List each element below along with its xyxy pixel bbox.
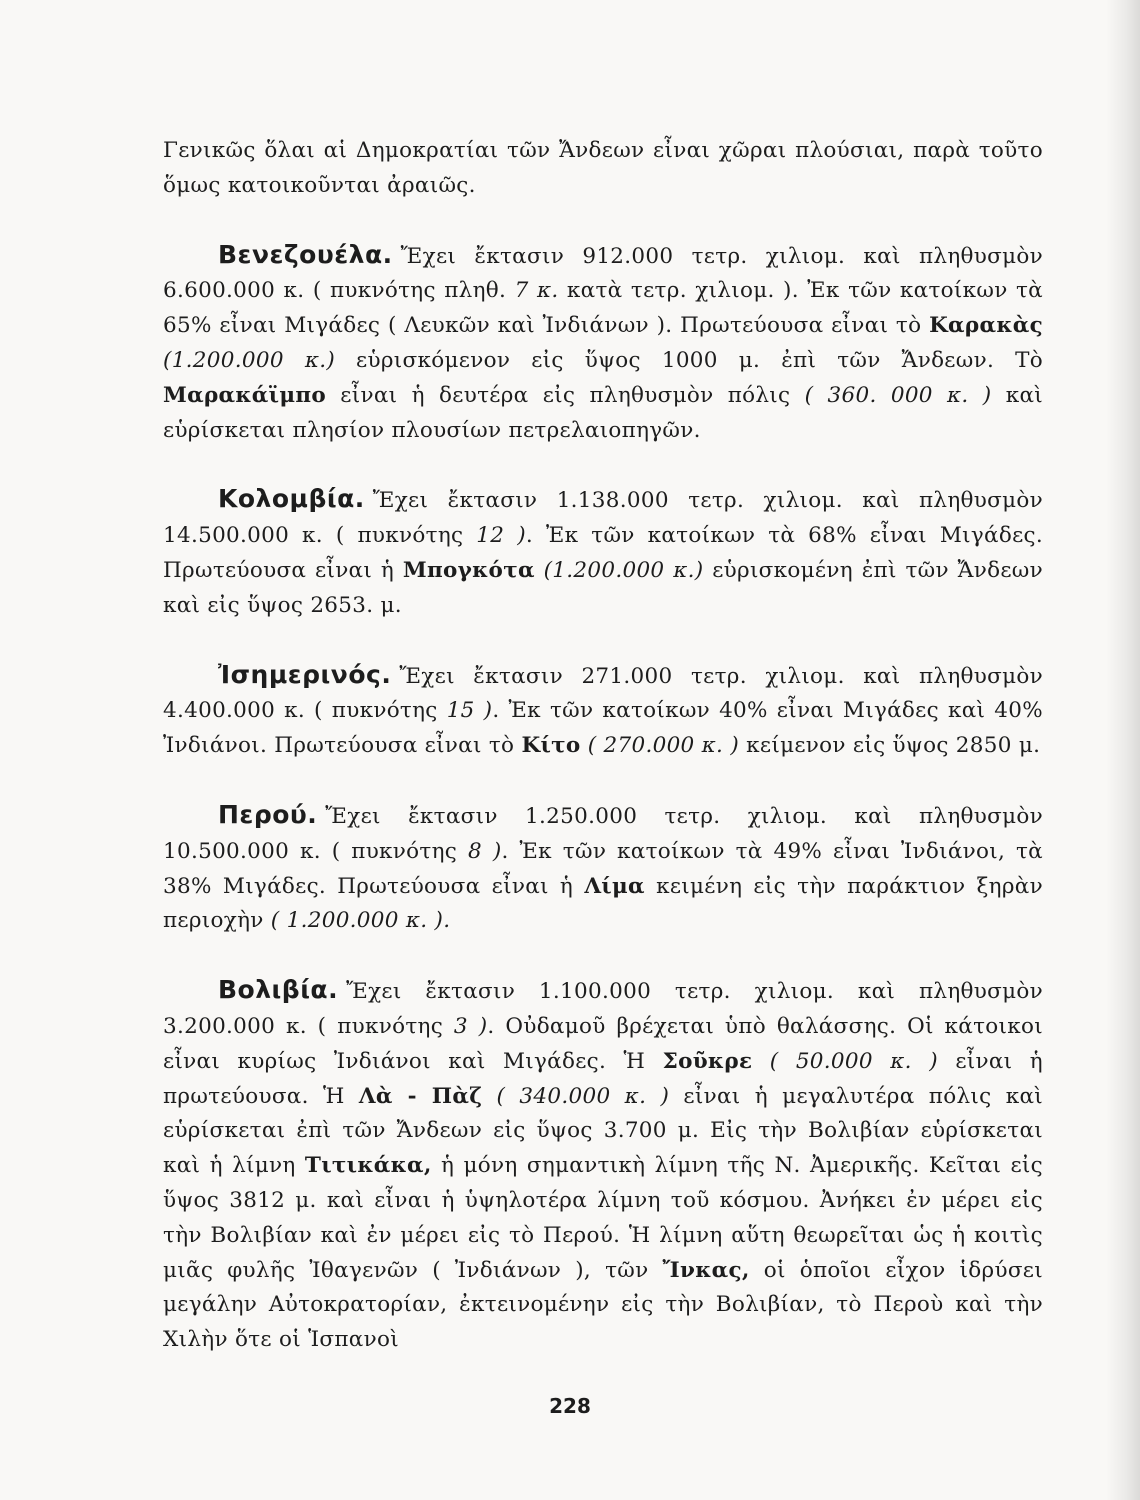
text-block [163, 134, 1043, 1392]
section-colombia: Κολομβία. Ἔχει ἔκτασιν 1.138.000 τετρ. χιλιομ. καὶ πληθυσμὸν 14.500.000 κ. ( πυκνότης 12 ). Ἐκ τῶν κατοίκων τὰ 68% εἶναι Μιγάδες. Πρωτεύουσα εἶναι ἡ Μπογκότα (1.200.000 κ.) εὑρισκομένη ἐπὶ τῶν Ἄνδεων καὶ εἰς ὕψος 2653. μ. [163, 484, 1043, 618]
section-peru: Περού. Ἔχει ἔκτασιν 1.250.000 τετρ. χιλιομ. καὶ πληθυσμὸν 10.500.000 κ. ( πυκνότης 8 ). Ἐκ τῶν κατοίκων τὰ 49% εἶναι Ἰνδιάνοι, τὰ 38% Μιγάδες. Πρωτεύουσα εἶναι ἡ Λίμα κειμένη εἰς τὴν παράκτιον ξηρὰν περιοχὴν ( 1.200.000 κ. ). [163, 799, 1043, 934]
city-name: Λὰ - Πὰζ [358, 1083, 483, 1109]
section-bolivia: Βολιβία. Ἔχει ἔκτασιν 1.100.000 τετρ. χιλιομ. καὶ πληθυσμὸν 3.200.000 κ. ( πυκνότης 3 ). Οὐδαμοῦ βρέχεται ὑπὸ θαλάσσης. Οἱ κάτοικοι εἶναι κυρίως Ἰνδιάνοι καὶ Μιγάδες. Ἡ Σοῦκρε ( 50.000 κ. ) εἶναι ἡ πρωτεύουσα. Ἡ Λὰ - Πὰζ ( 340.000 κ. ) εἶναι ἡ μεγαλυτέρα πόλις καὶ εὑρίσκεται ἐπὶ τῶν Ἄνδεων εἰς ὕψος 3.700 μ. Εἰς τὴν Βολιβίαν εὑρίσκεται καὶ ἡ λίμνη Τιτικάκα, ἡ μόνη σημαντικὴ λίμνη τῆς Ν. Ἀμερικῆς. Κεῖται εἰς ὕψος 3812 μ. καὶ εἶναι ἡ ὑψηλοτέρα λίμνη τοῦ κόσμου. Ἀνήκει ἐν μέρει εἰς τὴν Βολιβίαν καὶ ἐν μέρει εἰς τὸ Περού. Ἡ λίμνη αὕτη θεωρεῖται ὡς ἡ κοιτὶς μιᾶς φυλῆς Ἰθαγενῶν ( Ἰνδιάνων ), τῶν Ἴνκας, οἱ ὁποῖοι εἶχον ἱδρύσει μεγάλην Αὐτοκρατορίαν, ἐκτεινομένην εἰς τὴν Βολιβίαν, τὸ Περοὺ καὶ τὴν Χιλὴν ὅτε οἱ Ἱσπανοὶ [163, 975, 1044, 1353]
capital-name: Μπογκότα [402, 557, 535, 583]
section-heading: Κολομβία. [218, 484, 365, 514]
section-heading: Βενεζουέλα. [218, 239, 393, 269]
page-edge-shadow [1106, 0, 1140, 1500]
page-number: 228 [549, 1394, 591, 1418]
intro-paragraph: Γενικῶς ὅλαι αἱ Δημοκρατίαι τῶν Ἄνδεων εἶναι χῶραι πλούσιαι, παρὰ τοῦτο ὅμως κατοικοῦνται ἀραιῶς. [163, 138, 1043, 198]
capital-name: Κίτο [521, 733, 581, 759]
capital-name: Σοῦκρε [662, 1048, 753, 1074]
capital-name: Καρακὰς [929, 313, 1043, 339]
section-heading: Βολιβία. [218, 975, 339, 1005]
section-ecuador: Ἰσημερινός. Ἔχει ἔκτασιν 271.000 τετρ. χιλιομ. καὶ πληθυσμὸν 4.400.000 κ. ( πυκνότης 15 ). Ἐκ τῶν κατοίκων 40% εἶναι Μιγάδες καὶ 40% Ἰνδιάνοι. Πρωτεύουσα εἶναι τὸ Κίτο ( 270.000 κ. ) κείμενον εἰς ὕψος 2850 μ. [163, 659, 1043, 759]
capital-name: Λίμα [584, 873, 645, 899]
section-venezuela: Βενεζουέλα. Ἔχει ἔκτασιν 912.000 τετρ. χιλιομ. καὶ πληθυσμὸν 6.600.000 κ. ( πυκνότης πληθ. 7 κ. κατὰ τετρ. χιλιομ. ). Ἐκ τῶν κατοίκων τὰ 65% εἶναι Μιγάδες ( Λευκῶν καὶ Ἰνδιάνων ). Πρωτεύουσα εἶναι τὸ Καρακὰς (1.200.000 κ.) εὑρισκόμενον εἰς ὕψος 1000 μ. ἐπὶ τῶν Ἄνδεων. Τὸ Μαρακάϊμπο εἶναι ἡ δευτέρα εἰς πληθυσμὸν πόλις ( 360. 000 κ. ) καὶ εὑρίσκεται πλησίον πλουσίων πετρελαιοπηγῶν. [163, 239, 1044, 443]
lake-name: Τιτικάκα, [304, 1153, 432, 1179]
section-heading: Περού. [218, 799, 318, 829]
city-name: Μαρακάϊμπο [163, 382, 327, 408]
tribe-name: Ἴνκας, [662, 1257, 750, 1283]
section-heading: Ἰσημερινός. [218, 659, 392, 689]
